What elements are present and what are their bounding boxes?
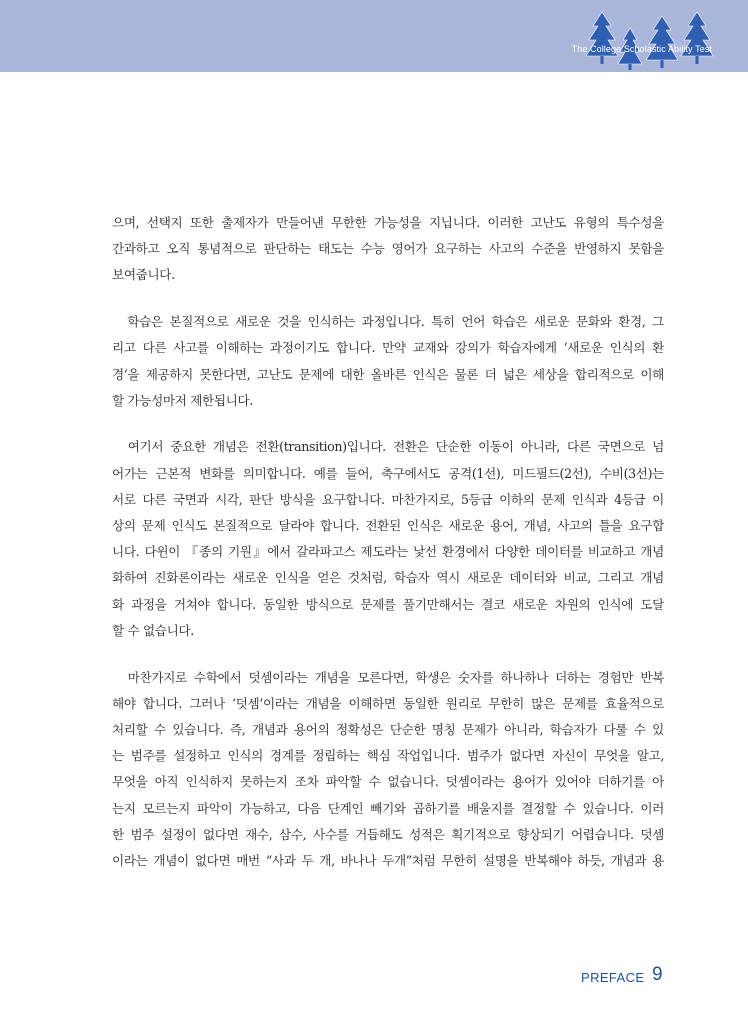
footer-section-label: PREFACE [581, 970, 645, 985]
text-line: 는지 모르는지 파악이 가능하고, 다음 단계인 빼기와 곱하기를 배울지를 결정할 수 있습니다. 이러 [112, 800, 664, 816]
text-line: 니다. 다윈이 『종의 기원』에서 갈라파고스 제도라는 낯선 환경에서 다양한 데이터를 비교하고 개념 [112, 544, 664, 560]
text-line: 보여줍니다. [112, 267, 175, 283]
body-text [112, 210, 664, 895]
paragraph [112, 210, 664, 289]
text-line: 간과하고 오직 통념적으로 판단하는 태도는 수능 영어가 요구하는 사고의 수준을 반영하지 못함을 [112, 241, 664, 257]
text-line: 화하여 진화론이라는 새로운 인식을 얻은 것처럼, 학습자 역시 새로운 데이터와 비교, 그리고 개념 [112, 570, 664, 586]
text-line: 마찬가지로 수학에서 덧셈이라는 개념을 모른다면, 학생은 숫자를 하나하나 더하는 경험만 반복 [112, 669, 664, 685]
text-line: 이라는 개념이 없다면 매번 “사과 두 개, 바나나 두개”처럼 무한히 설명을 반복해야 하듯, 개념과 용 [112, 852, 664, 868]
text-line: 한 범주 설정이 없다면 재수, 삼수, 사수를 거듭해도 성적은 획기적으로 향상되기 어렵습니다. 덧셈 [112, 826, 664, 842]
text-line: 해야 합니다. 그러나 ‘덧셈’이라는 개념을 이해하면 동일한 원리로 무한히 많은 문제를 효율적으로 [112, 695, 664, 711]
pine-trees-icon [584, 10, 724, 72]
page-number: 9 [652, 964, 663, 985]
text-line: 리고 다른 사고를 이해하는 과정이기도 합니다. 만약 교재와 강의가 학습자에게 ‘새로운 인식의 환 [112, 340, 664, 356]
text-line: 할 가능성마저 제한됩니다. [112, 392, 253, 408]
paragraph [112, 309, 664, 414]
text-line: 할 수 없습니다. [112, 622, 194, 638]
text-line: 화 과정을 거쳐야 합니다. 동일한 방식으로 문제를 풀기만해서는 결코 새로운 차원의 인식에 도달 [112, 596, 664, 612]
text-line: 여기서 중요한 개념은 전환(transition)입니다. 전환은 단순한 이동이 아니라, 다른 국면으로 넘 [112, 439, 664, 455]
text-line: 어가는 근본적 변화를 의미합니다. 예를 들어, 축구에서도 공격(1선), 미드필드(2선), 수비(3선)는 [112, 465, 664, 481]
text-line: 서로 다른 국면과 시각, 판단 방식을 요구합니다. 마찬가지로, 5등급 이하의 문제 인식과 4등급 이 [112, 491, 664, 507]
text-line: 경’을 제공하지 못한다면, 고난도 문제에 대한 올바른 인식은 물론 더 넓은 세상을 합리적으로 이해 [112, 366, 664, 382]
paragraph [112, 434, 664, 644]
header-title: The College Scholastic Ability Test [571, 44, 712, 54]
text-line: 무엇을 아직 인식하지 못하는지 조차 파악할 수 없습니다. 덧셈이라는 용어가 있어야 더하기를 아 [112, 774, 664, 790]
paragraph [112, 665, 664, 875]
text-line: 학습은 본질적으로 새로운 것을 인식하는 과정입니다. 특히 언어 학습은 새로운 문화와 환경, 그 [112, 314, 664, 330]
text-line: 처리할 수 있습니다. 즉, 개념과 용어의 정확성은 단순한 명칭 문제가 아니라, 학습자가 다룰 수 있 [112, 721, 664, 737]
text-line: 으며, 선택지 또한 출제자가 만들어낸 무한한 가능성을 지닙니다. 이러한 고난도 유형의 특수성을 [112, 215, 664, 230]
text-line: 상의 문제 인식도 본질적으로 달라야 합니다. 전환된 인식은 새로운 용어, 개념, 사고의 틀을 요구합 [112, 518, 664, 534]
text-line: 는 범주를 설정하고 인식의 경계를 정립하는 핵심 작업입니다. 범주가 없다면 자신이 무엇을 알고, [112, 748, 664, 764]
